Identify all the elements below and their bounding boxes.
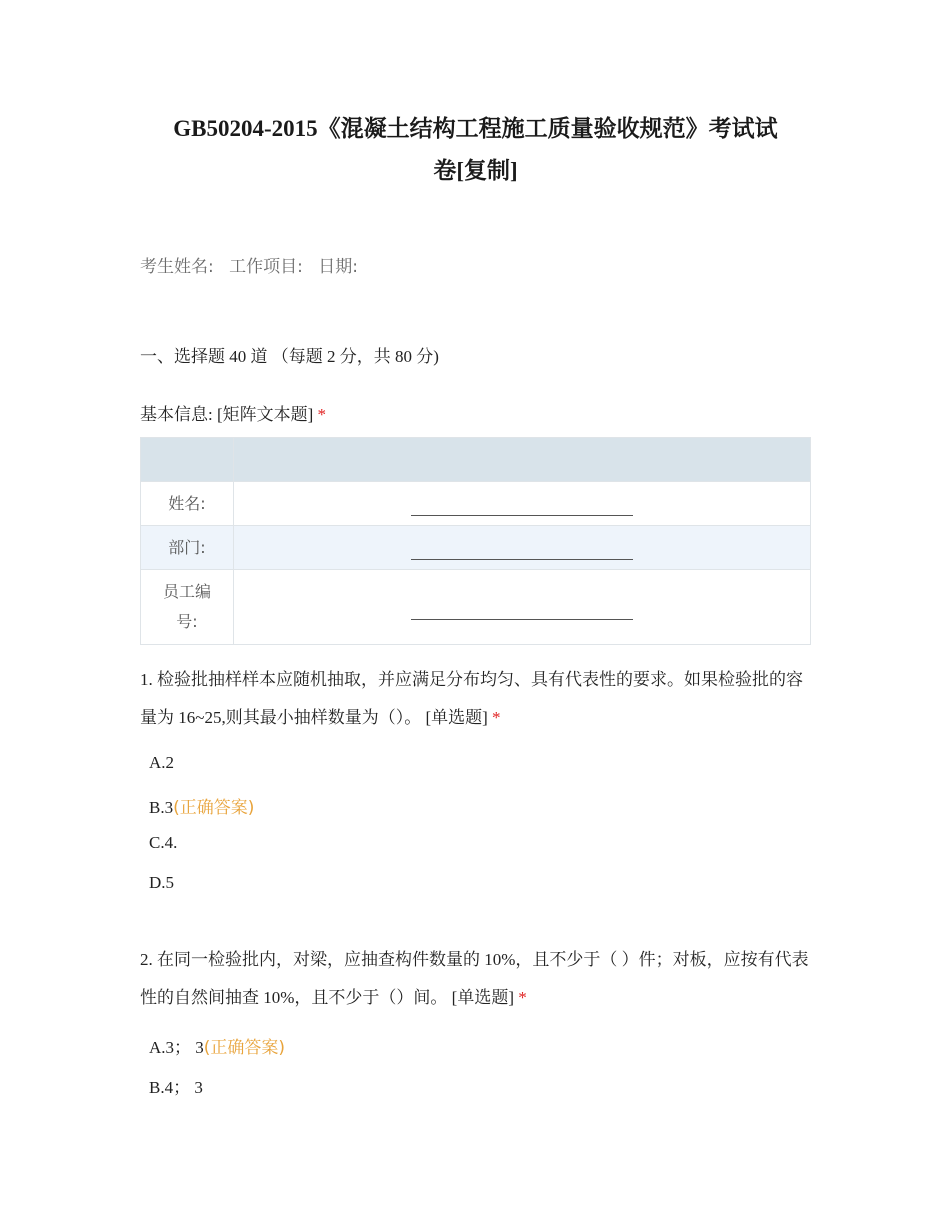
blank-line — [411, 551, 633, 560]
option-text: A.2 — [149, 753, 175, 772]
blank-line — [411, 611, 633, 620]
basic-info-matrix — [140, 437, 811, 645]
title-line-2: 卷[复制] — [433, 158, 518, 183]
q2-option-b[interactable] — [149, 1073, 203, 1098]
matrix-row-label-line: 号: — [176, 612, 198, 631]
correct-answer-tag: (正确答案) — [203, 1038, 286, 1058]
q1-option-c[interactable] — [149, 833, 177, 853]
q1-option-d[interactable] — [149, 873, 174, 893]
department-blank-field[interactable] — [234, 526, 811, 570]
matrix-row-label-line: 员工编 — [162, 582, 211, 601]
option-text: B.3 — [149, 798, 174, 817]
examinee-name-label: 考生姓名: — [140, 257, 214, 277]
matrix-row-name — [141, 482, 811, 526]
required-mark: * — [518, 988, 527, 1007]
matrix-header-row — [141, 438, 811, 482]
required-mark: * — [492, 708, 501, 727]
matrix-question-label — [140, 400, 326, 425]
work-project-label: 工作项目: — [229, 257, 303, 277]
option-text: B.4； 3 — [149, 1078, 203, 1097]
q1-option-a[interactable] — [149, 753, 174, 773]
question-text: 2. 在同一检验批内，对梁，应抽查构件数量的 10%，且不少于（ ）件；对板，应按有代表性的自然间抽查 10%，且不少于（）间。 [单选题] — [140, 950, 809, 1007]
option-text: C.4. — [149, 833, 178, 852]
date-label: 日期: — [318, 257, 359, 277]
matrix-row-label — [141, 570, 234, 645]
document-title — [140, 108, 811, 192]
matrix-header-cell — [141, 438, 234, 482]
option-text: D.5 — [149, 873, 175, 892]
question-2 — [140, 941, 811, 1017]
matrix-row-label: 姓名: — [141, 482, 234, 526]
matrix-row-department — [141, 526, 811, 570]
matrix-row-label: 部门: — [141, 526, 234, 570]
name-blank-field[interactable] — [234, 482, 811, 526]
examinee-info — [140, 252, 368, 277]
question-text: 1. 检验批抽样样本应随机抽取，并应满足分布均匀、具有代表性的要求。如果检验批的容量为 16~25,则其最小抽样数量为（）。 [单选题] — [140, 670, 803, 727]
matrix-header-cell — [234, 438, 811, 482]
section-heading: 一、选择题 40 道 （每题 2 分，共 80 分) — [140, 347, 439, 366]
q1-option-b[interactable] — [149, 793, 254, 818]
matrix-row-employee-id — [141, 570, 811, 645]
matrix-label-text: 基本信息: [矩阵文本题] — [140, 405, 314, 424]
q2-option-a[interactable] — [149, 1033, 285, 1058]
correct-answer-tag: (正确答案) — [173, 798, 255, 818]
question-1 — [140, 661, 811, 737]
option-text: A.3； 3 — [149, 1038, 204, 1057]
title-line-1: GB50204-2015《混凝土结构工程施工质量验收规范》考试试 — [173, 116, 778, 141]
blank-line — [411, 507, 633, 516]
employee-id-blank-field[interactable] — [234, 570, 811, 645]
required-mark: * — [317, 405, 327, 424]
